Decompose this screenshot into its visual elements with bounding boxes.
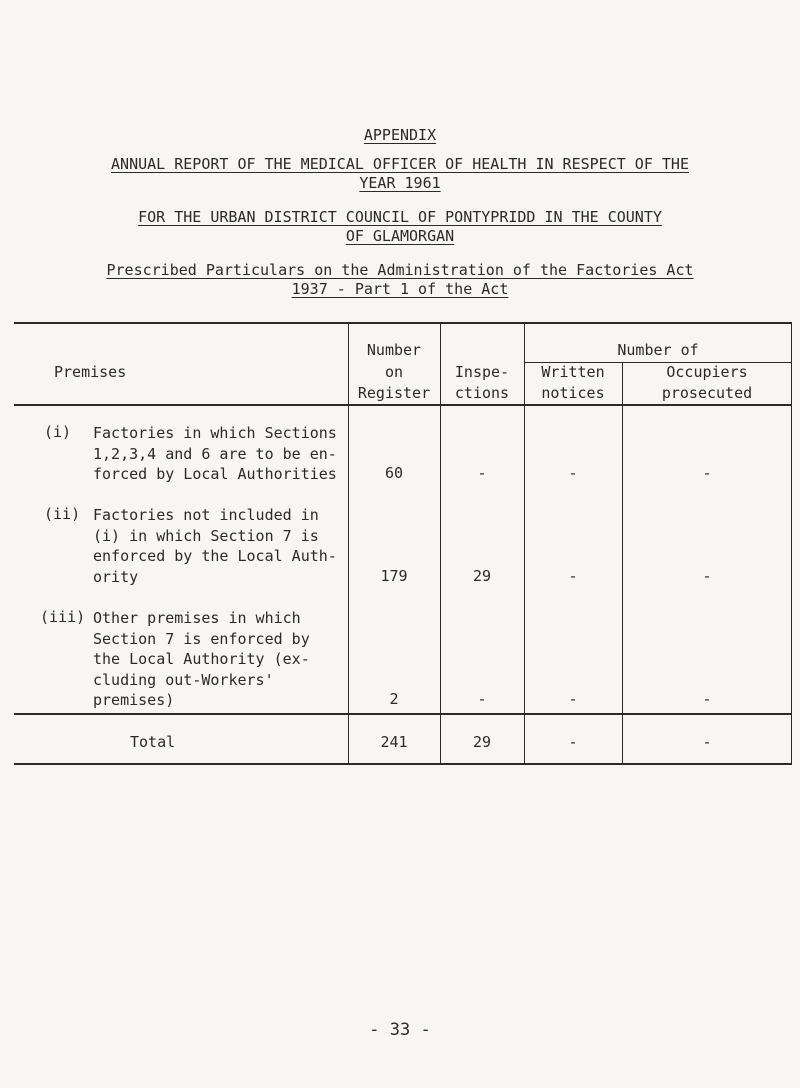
header-written-2: notices bbox=[541, 384, 605, 402]
row-register: 60 bbox=[384, 464, 404, 482]
header-inspections-2: ctions bbox=[454, 384, 510, 402]
row-description bbox=[93, 505, 337, 587]
page-number: - 33 - bbox=[369, 1020, 431, 1040]
total-top-rule bbox=[14, 713, 792, 715]
row-description bbox=[93, 608, 310, 711]
row-label: (i) bbox=[44, 423, 72, 441]
row-description bbox=[93, 423, 337, 485]
row-text-line: premises) bbox=[93, 691, 175, 709]
total-inspections: 29 bbox=[472, 733, 492, 751]
total-label: Total bbox=[130, 733, 176, 751]
report-title-line2: YEAR 1961 bbox=[359, 174, 441, 192]
row-text-line: Section 7 is enforced by bbox=[93, 629, 310, 648]
row-text-line: ority bbox=[93, 567, 139, 586]
row-prosecuted: - bbox=[702, 464, 712, 482]
header-register-1: Number bbox=[366, 341, 422, 359]
council-line1: FOR THE URBAN DISTRICT COUNCIL OF PONTYPRIDD IN THE COUNTY bbox=[138, 208, 662, 226]
header-number-of: Number of bbox=[617, 341, 699, 359]
total-register: 241 bbox=[380, 733, 408, 751]
header-occupiers-2: prosecuted bbox=[661, 384, 753, 402]
row-written: - bbox=[568, 464, 578, 482]
report-title-line1: ANNUAL REPORT OF THE MEDICAL OFFICER OF HEALTH IN RESPECT OF THE bbox=[111, 155, 689, 173]
total-prosecuted: - bbox=[702, 733, 712, 751]
table-bottom-rule bbox=[14, 763, 792, 765]
header-occupiers-1: Occupiers bbox=[666, 363, 748, 381]
row-register: 179 bbox=[380, 567, 408, 585]
appendix-heading: APPENDIX bbox=[363, 126, 437, 144]
table-top-rule bbox=[14, 322, 792, 324]
row-inspections: - bbox=[477, 464, 487, 482]
row-text-line: enforced by the Local Auth- bbox=[93, 547, 337, 565]
row-text-line: cluding out-Workers' bbox=[93, 670, 274, 689]
row-label: (ii) bbox=[44, 505, 81, 523]
row-inspections: - bbox=[477, 690, 487, 708]
row-written: - bbox=[568, 567, 578, 585]
row-prosecuted: - bbox=[702, 567, 712, 585]
total-written: - bbox=[568, 733, 578, 751]
header-written-1: Written bbox=[541, 363, 605, 381]
row-text-line: the Local Authority (ex- bbox=[93, 650, 310, 668]
row-text-line: (i) in which Section 7 is bbox=[93, 526, 319, 545]
row-inspections: 29 bbox=[472, 567, 492, 585]
row-text-line: Factories not included in bbox=[93, 506, 319, 524]
header-premises: Premises bbox=[54, 363, 127, 381]
row-register: 2 bbox=[389, 690, 399, 708]
header-inspections-1: Inspe- bbox=[454, 363, 510, 381]
subtitle-line1: Prescribed Particulars on the Administration of the Factories Act bbox=[106, 261, 694, 279]
row-label: (iii) bbox=[40, 608, 86, 626]
header-bottom-rule bbox=[14, 404, 792, 406]
row-prosecuted: - bbox=[702, 690, 712, 708]
row-text-line: Other premises in which bbox=[93, 609, 301, 627]
row-text-line: forced by Local Authorities bbox=[93, 465, 337, 483]
row-written: - bbox=[568, 690, 578, 708]
header-register-2: on bbox=[384, 363, 404, 381]
subtitle-line2: 1937 - Part 1 of the Act bbox=[291, 280, 509, 298]
header-register-3: Register bbox=[357, 384, 431, 402]
row-text-line: Factories in which Sections bbox=[93, 424, 337, 442]
council-line2: OF GLAMORGAN bbox=[345, 227, 455, 245]
row-text-line: 1,2,3,4 and 6 are to be en- bbox=[93, 444, 337, 463]
